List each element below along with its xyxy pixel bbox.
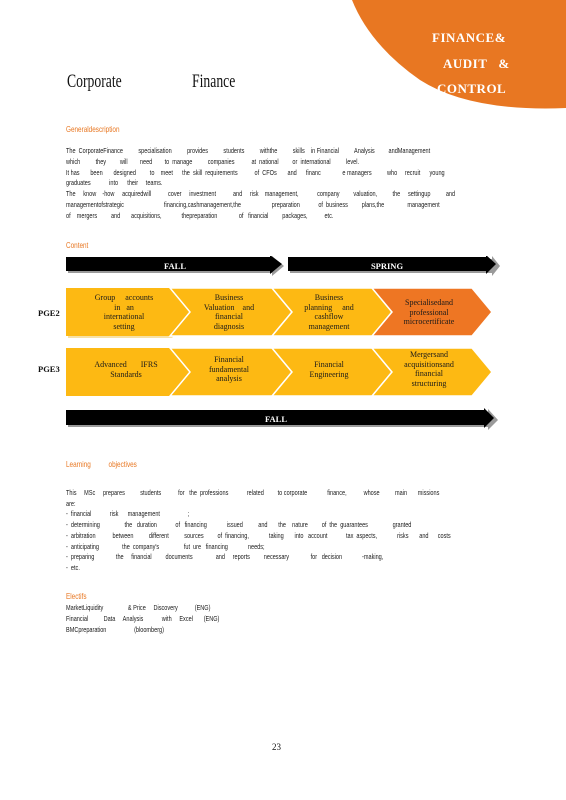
learning-line: - anticipating the company's fut ure financing needs; [66,541,265,551]
general-line: It has been designed to meet the skill requirements of CFOs and financ e managers who recruit young [66,167,445,177]
electif-item: Financial Data Analysis with Excel (ENG) [66,613,220,623]
learning-line: - etc. [66,562,80,572]
fall-bottom-label: FALL [264,414,288,424]
learning-line: - preparing the financial documents and reports necessary for decision -making, [66,552,384,562]
general-line: which they will need to manage companies at national or international level. [66,156,359,166]
general-line: The know -how acquiredwill cover investment and risk management, company valuation, the settingup and [66,189,456,199]
learning-line: - determining the duration of financing issued and the nature of the guarantees granted [66,520,412,530]
page-number: 23 [272,742,281,752]
page-title-part2: Finance [192,71,236,92]
learning-line: This MSc prepares students for the professions related to corporate finance, whose main missions [66,488,440,497]
banner-title-line1: FINANCE& [432,30,507,45]
chevron-row1-1-text: Group accounts in an international setting [94,293,154,331]
spring-label: SPRING [370,261,404,271]
banner-title-line2: AUDIT & [443,56,510,71]
learning-objectives-heading: Learning objectives [66,459,137,469]
banner-title-line3: CONTROL [437,81,507,96]
row-label-pge2: PGE2 [38,308,60,318]
chevron-row2-4-text: Mergersand acquisitionsand financial structuring [404,350,454,388]
chevron-row1-3-text: Business planning and cashflow management [304,293,354,331]
electif-item: MarketLiquidity & Price Discovery (ENG) [66,603,211,612]
electifs-list [66,603,219,635]
learning-line: - financial risk management ; [66,509,190,519]
row-label-pge3: PGE3 [38,364,60,374]
general-line: managementofstrategic financing,cashmanagement,the preparation of business plans,the management [66,199,440,209]
chevron-row2-2-text: Financial fundamental analysis [209,355,249,383]
general-line: graduates into their teams. [66,178,163,188]
electifs-heading: Electifs [66,591,87,601]
chevron-row2-3-text: Financial Engineering [309,360,349,379]
chevron-row2-1-text: Advanced IFRS Standards [94,360,158,379]
learning-line: - arbitration between different sources of financing, taking into account tax aspects, risks and costs [66,530,451,540]
learning-line: are: [66,498,76,508]
general-description-paragraph [66,146,455,222]
general-line: The CorporateFinance specialisation provides students withthe skills in Financial Analysis andManagement [66,146,431,155]
electif-item: BMCpreparation (bloomberg) [66,624,164,634]
fall-label: FALL [163,261,187,271]
learning-objectives-list [66,488,451,574]
general-description-heading: Generaldescription [66,124,120,134]
general-line: of mergers and acquisitions, thepreparation of financial packages, etc. [66,210,334,220]
page-title-part1: Corporate [67,71,122,92]
chevron-row1-4-text: Specialisedand professional microcertificate [403,298,455,326]
semester-bars [66,256,500,278]
chevron-row1-2-text: Business Valuation and financial diagnosis [203,293,255,331]
content-heading: Content [66,240,89,250]
